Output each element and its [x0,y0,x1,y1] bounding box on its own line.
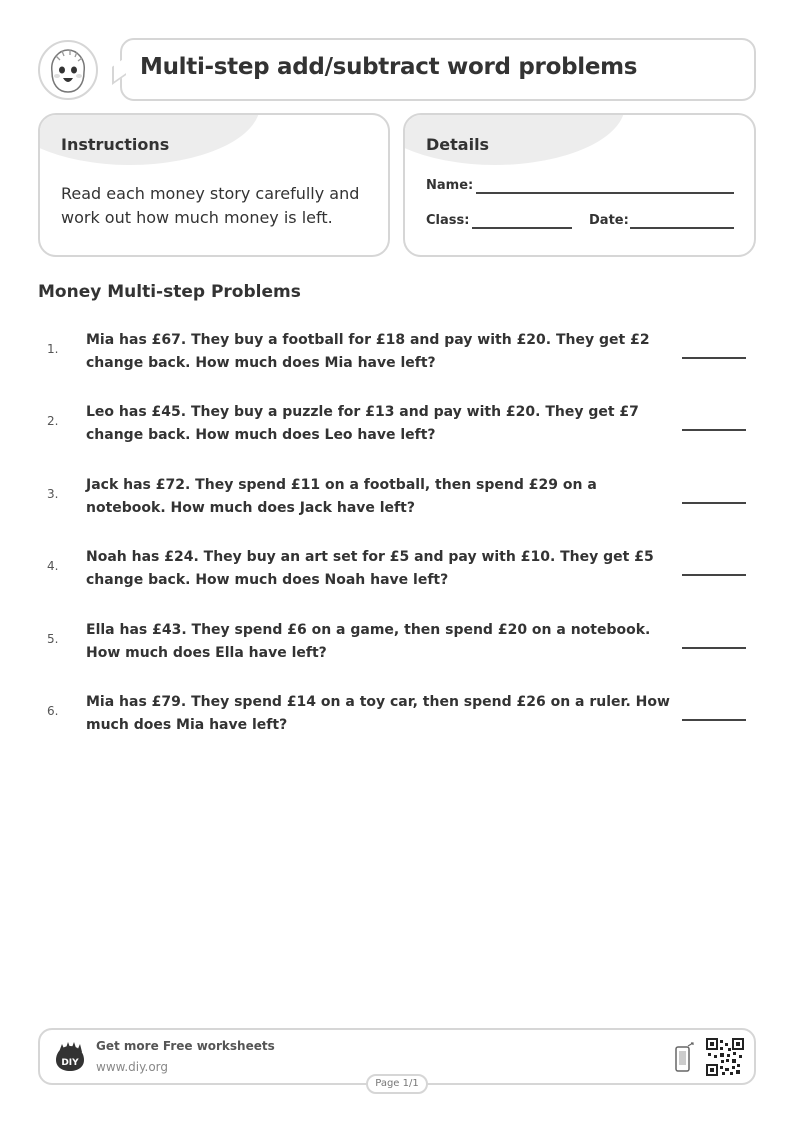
problem-text: Ella has £43. They spend £6 on a game, then spend £20 on a notebook. How much does Ella have left? [86,622,651,661]
answer-field[interactable] [682,429,746,431]
answer-field[interactable] [682,357,746,359]
answer-field[interactable] [682,502,746,504]
diy-logo-icon[interactable] [53,1040,87,1074]
name-field[interactable] [476,192,734,194]
class-field[interactable] [472,227,572,229]
problem-item [38,546,758,596]
problem-item [38,329,758,379]
answer-field[interactable] [682,647,746,649]
problem-number: 6. [47,704,59,718]
problem-text: Noah has £24. They buy an art set for £5 and pay with £10. They get £5 change back. How much does Noah have left? [86,549,654,588]
name-label: Name: [426,178,474,193]
page-title: Multi-step add/subtract word problems [140,54,638,80]
answer-field[interactable] [682,719,746,721]
answer-field[interactable] [682,574,746,576]
instructions-panel [38,113,390,257]
problem-text: Mia has £79. They spend £14 on a toy car, then spend £26 on a ruler. How much does Mia have left? [86,694,670,733]
footer-link[interactable]: www.diy.org [96,1060,168,1074]
footer-promo: Get more Free worksheets [96,1039,275,1053]
problem-number: 1. [47,342,59,356]
svg-text:DIY: DIY [61,1058,79,1068]
problem-item [38,474,758,524]
problem-text: Jack has £72. They spend £11 on a football, then spend £29 on a notebook. How much does Jack have left? [86,477,597,516]
problem-item [38,401,758,451]
date-field[interactable] [630,227,734,229]
section-title: Money Multi-step Problems [38,282,301,302]
problem-item [38,691,758,741]
qr-code-icon [706,1038,744,1076]
problem-number: 3. [47,487,59,501]
title-banner [120,38,756,101]
details-heading: Details [426,135,490,154]
class-label: Class: [426,213,470,228]
problem-item [38,619,758,669]
phone-scan-icon [673,1042,695,1074]
problem-text: Leo has £45. They buy a puzzle for £13 and pay with £20. They get £7 change back. How much does Leo have left? [86,404,639,443]
mascot-avatar-icon [38,40,98,100]
problem-number: 2. [47,414,59,428]
problem-number: 4. [47,559,59,573]
problem-number: 5. [47,632,59,646]
details-panel [403,113,756,257]
instructions-text: Read each money story carefully and work out how much money is left. [61,184,360,227]
problem-text: Mia has £67. They buy a football for £18 and pay with £20. They get £2 change back. How much does Mia have left? [86,332,650,371]
page-indicator: Page 1/1 [366,1074,428,1094]
instructions-heading: Instructions [61,135,170,154]
date-label: Date: [589,213,629,228]
